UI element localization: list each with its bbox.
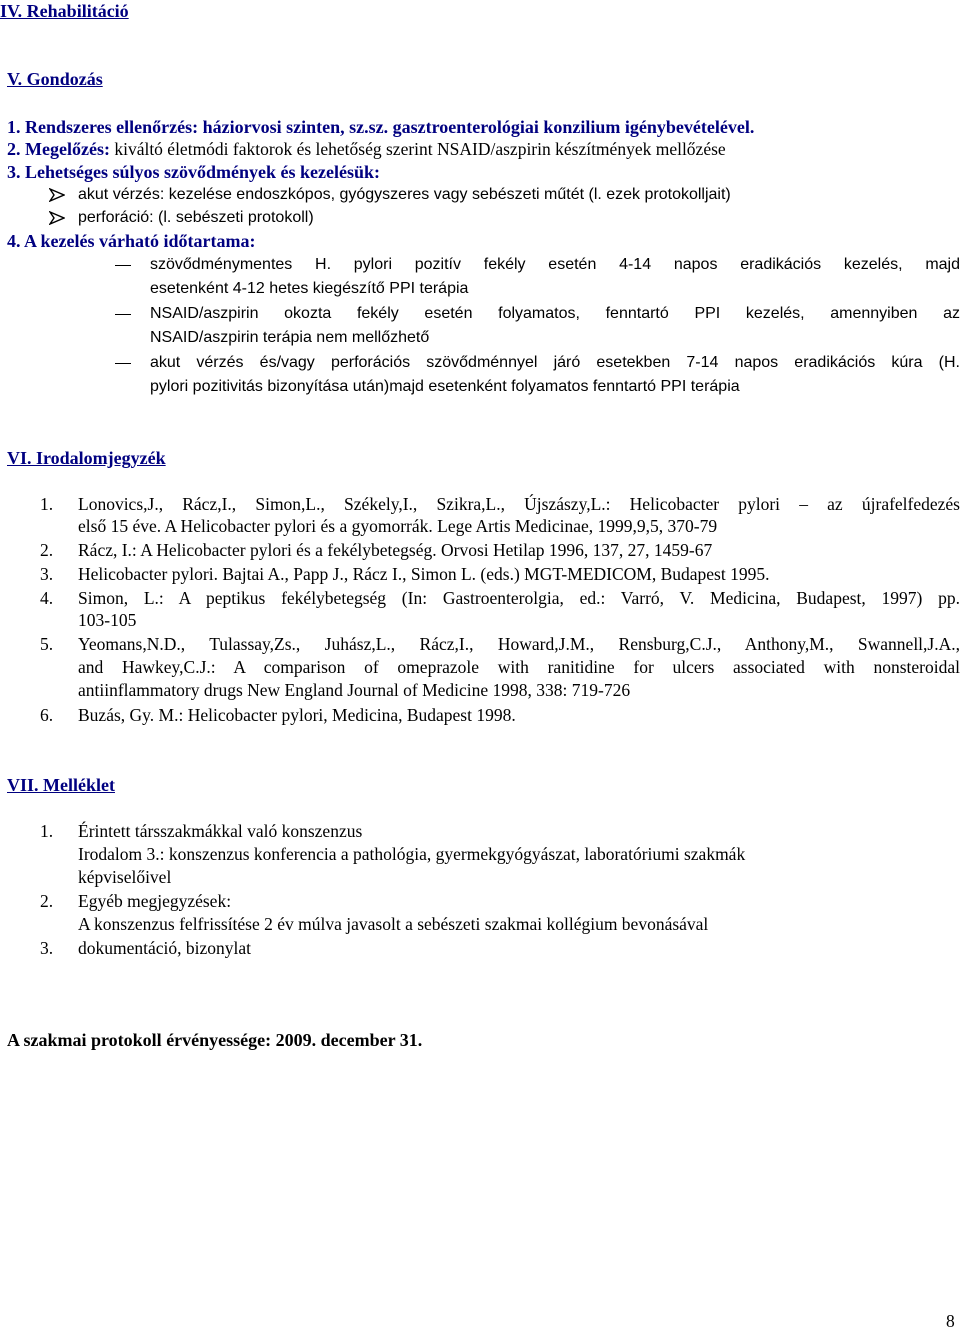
reference-1-line-1: Lonovics,J., Rácz,I., Simon,L., Székely,I., Szikra,L., Újszászy,L.: Helicobacter pylori – az újrafelfedezés	[78, 494, 960, 514]
annex-3-line-1: dokumentáció, bizonylat	[78, 938, 252, 958]
dash-bullet-icon	[115, 265, 131, 266]
reference-4-line-2: 103-105	[78, 610, 137, 630]
annex-1-line-1: Érintett társszakmákkal való konszenzus	[78, 821, 363, 841]
reference-1-line-2: első 15 éve. A Helicobacter pylori és a gyomorrák. Lege Artis Medicinae, 1999,9,5, 370-79	[78, 516, 718, 536]
dash-bullet-icon	[115, 363, 131, 364]
reference-number: 2.	[40, 540, 54, 560]
reference-3-line-1: Helicobacter pylori. Bajtai A., Papp J., Rácz I., Simon L. (eds.) MGT-MEDICOM, Budapest 1995.	[78, 564, 770, 584]
protocol-validity: A szakmai protokoll érvényessége: 2009. december 31.	[7, 1030, 423, 1050]
annex-number: 2.	[40, 891, 54, 911]
dash-bullet-icon	[115, 314, 131, 315]
duration-dash-1-line-2: esetenként 4-12 hetes kiegészítő PPI terápia	[150, 280, 469, 297]
reference-number: 6.	[40, 705, 54, 725]
reference-number: 3.	[40, 564, 54, 584]
annex-2-line-1: Egyéb megjegyzések:	[78, 891, 232, 911]
duration-dash-2-line-2: NSAID/aszpirin terápia nem mellőzhető	[150, 329, 430, 346]
reference-number: 4.	[40, 588, 54, 608]
duration-dash-2-line-1: NSAID/aszpirin okozta fekély esetén folyamatos, fenntartó PPI kezelés, amennyiben az	[150, 305, 960, 322]
duration-dash-3-line-1: akut vérzés és/vagy perforációs szövődménnyel járó esetekben 7-14 napos eradikációs kúra (H.	[150, 354, 960, 371]
page-number: 8	[946, 1311, 955, 1331]
annex-1-line-2: Irodalom 3.: konszenzus konferencia a pathológia, gyermekgyógyászat, laboratóriumi szakmák	[78, 844, 746, 864]
annex-number: 1.	[40, 821, 54, 841]
care-item-2	[7, 138, 726, 160]
annex-number: 3.	[40, 938, 54, 958]
annex-heading: VII. Melléklet	[7, 775, 115, 795]
reference-number: 5.	[40, 634, 54, 654]
care-item-2-text: kiváltó életmódi faktorok és lehetőség szerint NSAID/aszpirin készítmények mellőzése	[114, 139, 726, 159]
reference-2-line-1: Rácz, I.: A Helicobacter pylori és a fekélybetegség. Orvosi Hetilap 1996, 137, 27, 1459-67	[78, 540, 713, 560]
care-item-4: 4. A kezelés várható időtartama:	[7, 231, 256, 251]
duration-dash-1-line-1: szövődménymentes H. pylori pozitív fekély esetén 4-14 napos eradikációs kezelés, majd	[150, 256, 960, 273]
annex-2-line-2: A konszenzus felfrissítése 2 év múlva javasolt a sebészeti szakmai kollégium bevonásával	[78, 914, 709, 934]
care-item-1: 1. Rendszeres ellenőrzés: háziorvosi szinten, sz.sz. gasztroenterológiai konzilium igénybevételével.	[7, 117, 755, 137]
reference-5-line-1: Yeomans,N.D., Tulassay,Zs., Juhász,L., Rácz,I., Howard,J.M., Rensburg,C.J., Anthony,M., Swannell,J.A.,	[78, 634, 960, 654]
bullet-perforation: perforáció: (l. sebészeti protokoll)	[78, 209, 314, 226]
reference-5-line-2: and Hawkey,C.J.: A comparison of omeprazole with ranitidine for ulcers associated with nonsteroidal	[78, 657, 960, 677]
reference-6-line-1: Buzás, Gy. M.: Helicobacter pylori, Medicina, Budapest 1998.	[78, 705, 516, 725]
duration-dash-3-line-2: pylori pozitivitás bizonyítása után)majd esetenként folyamatos fenntartó PPI terápia	[150, 378, 740, 395]
references-heading: VI. Irodalomjegyzék	[7, 448, 166, 468]
annex-1-line-3: képviselőivel	[78, 867, 172, 887]
arrow-bullet-icon	[49, 188, 65, 202]
care-heading: V. Gondozás	[7, 69, 103, 89]
bullet-bleeding: akut vérzés: kezelése endoszkópos, gyógyszeres vagy sebészeti műtét (l. ezek protokolljait)	[78, 186, 731, 203]
reference-4-line-1: Simon, L.: A peptikus fekélybetegség (In: Gastroenterolgia, ed.: Varró, V. Medicina, Budapest, 1997) pp.	[78, 588, 960, 608]
rehab-heading: IV. Rehabilitáció	[0, 1, 129, 21]
care-item-3: 3. Lehetséges súlyos szövődmények és kezelésük:	[7, 162, 380, 182]
arrow-bullet-icon	[49, 211, 65, 225]
care-item-2-label: 2. Megelőzés:	[7, 139, 110, 159]
reference-number: 1.	[40, 494, 54, 514]
reference-5-line-3: antiinflammatory drugs New England Journal of Medicine 1998, 338: 719-726	[78, 680, 631, 700]
